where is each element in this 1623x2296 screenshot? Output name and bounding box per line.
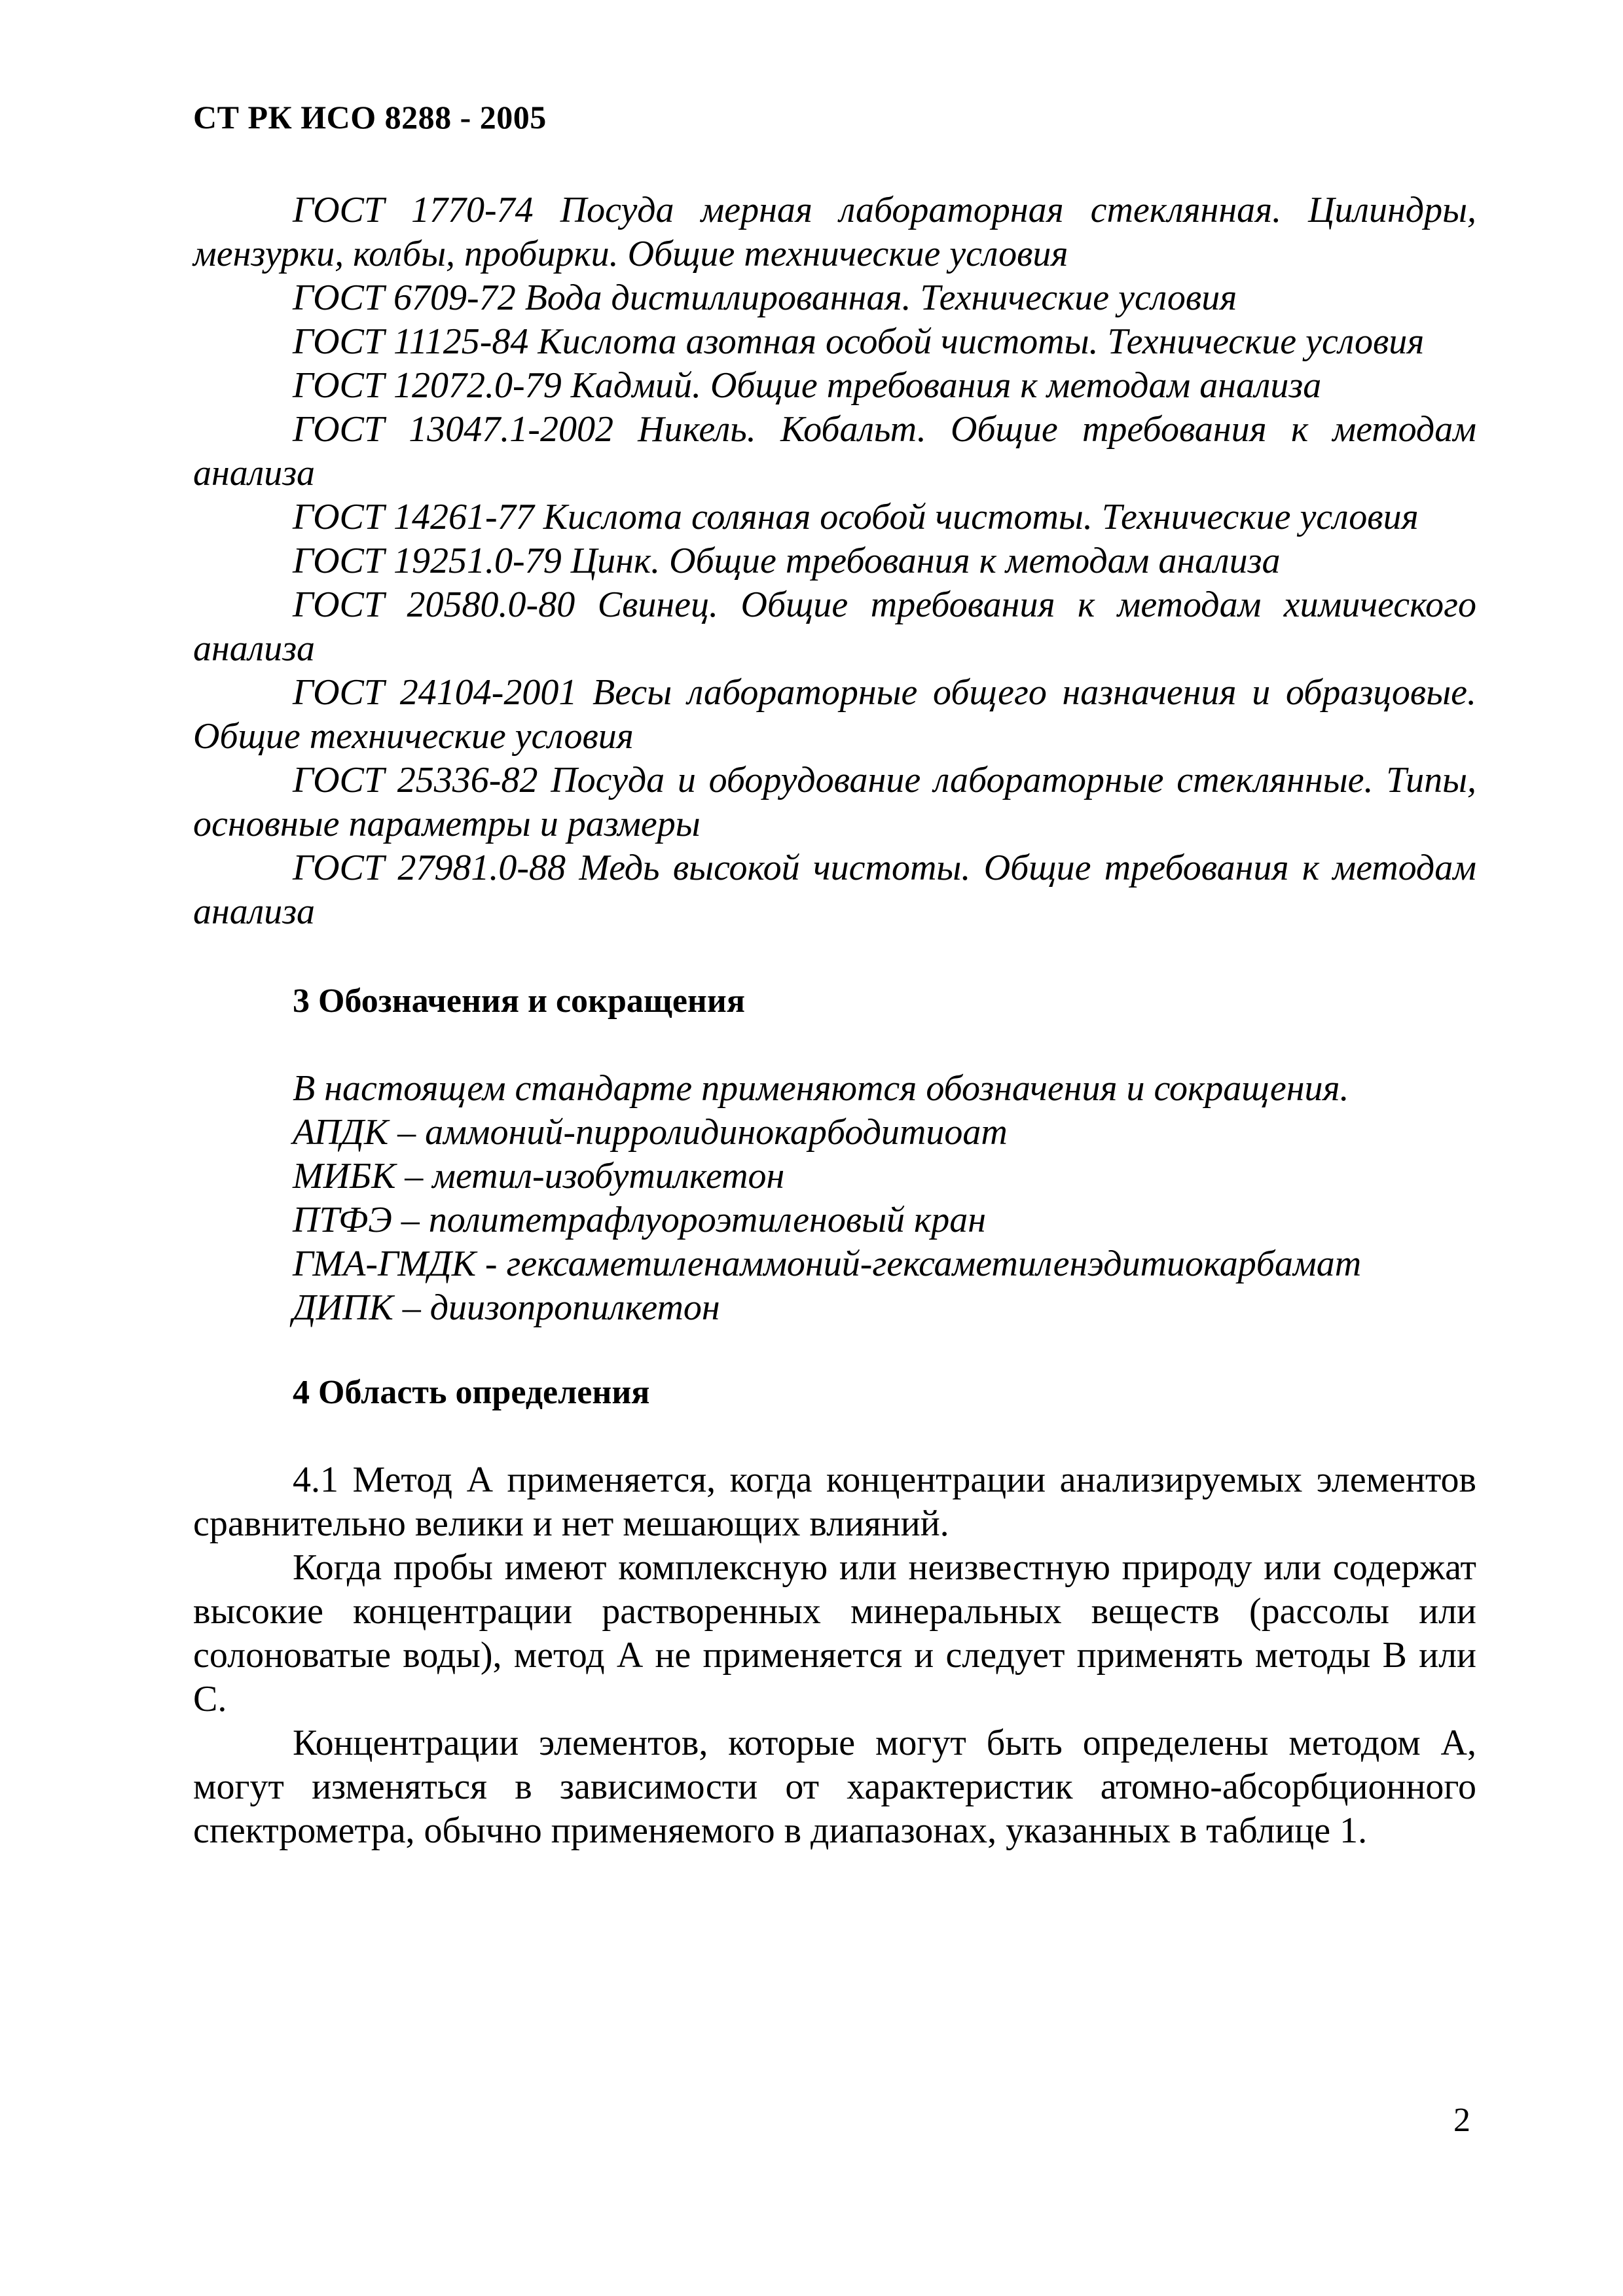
paragraph: Когда пробы имеют комплексную или неизвестную природу или содержат высокие концентрации растворенных минеральных веществ (рассолы или солоноватые воды), метод А не применяется и следует применять методы В или С. [193,1547,1476,1719]
reference-item: ГОСТ 11125-84 Кислота азотная особой чистоты. Технические условия [293,321,1425,362]
paragraph: 4.1 Метод А применяется, когда концентрации анализируемых элементов сравнительно велики и нет мешающих влияний. [193,1460,1476,1544]
reference-item: ГОСТ 20580.0-80 Свинец. Общие требования к методам химического анализа [193,584,1476,669]
reference-item: ГОСТ 13047.1-2002 Никель. Кобальт. Общие требования к методам анализа [193,409,1476,493]
abbreviation-item: МИБК – метил-изобутилкетон [293,1156,785,1196]
paragraph: Концентрации элементов, которые могут быть определены методом А, могут изменяться в зависимости от характеристик атомно-абсорбционного спектрометра, обычно применяемого в диапазонах, указанных в таблице 1. [193,1723,1476,1851]
reference-item: ГОСТ 27981.0-88 Медь высокой чистоты. Общие требования к методам анализа [193,848,1476,932]
section-3-heading: 3 Обозначения и сокращения [293,982,745,1020]
reference-item: ГОСТ 19251.0-79 Цинк. Общие требования к методам анализа [293,541,1281,581]
normative-references-list [193,188,1476,934]
page-number: 2 [1453,2102,1470,2139]
abbreviation-item: ПТФЭ – политетрафлуороэтиленовый кран [293,1200,987,1240]
abbreviation-item: ДИПК – диизопропилкетон [293,1287,720,1328]
reference-item: ГОСТ 25336-82 Посуда и оборудование лабораторные стеклянные. Типы, основные параметры и размеры [193,760,1476,844]
abbreviations-list [293,1067,1476,1330]
scope-section-body [193,1458,1476,1853]
abbreviation-item: АПДК – аммоний-пирролидинокарбодитиоат [293,1112,1008,1153]
abbreviations-intro: В настоящем стандарте применяются обозначения и сокращения. [293,1068,1349,1109]
reference-item: ГОСТ 14261-77 Кислота соляная особой чистоты. Технические условия [293,497,1419,537]
document-header: СТ РК ИСО 8288 - 2005 [193,99,547,135]
section-4-heading: 4 Область определения [293,1374,650,1411]
reference-item: ГОСТ 6709-72 Вода дистиллированная. Технические условия [293,278,1237,318]
reference-item: ГОСТ 12072.0-79 Кадмий. Общие требования к методам анализа [293,365,1322,406]
abbreviation-item: ГМА-ГМДК - гексаметиленаммоний-гексаметиленэдитиокарбамат [293,1244,1362,1284]
reference-item: ГОСТ 24104-2001 Весы лабораторные общего назначения и образцовые. Общие технические условия [193,672,1476,757]
reference-item: ГОСТ 1770-74 Посуда мерная лабораторная стеклянная. Цилиндры, мензурки, колбы, пробирки. Общие технические условия [193,190,1476,274]
